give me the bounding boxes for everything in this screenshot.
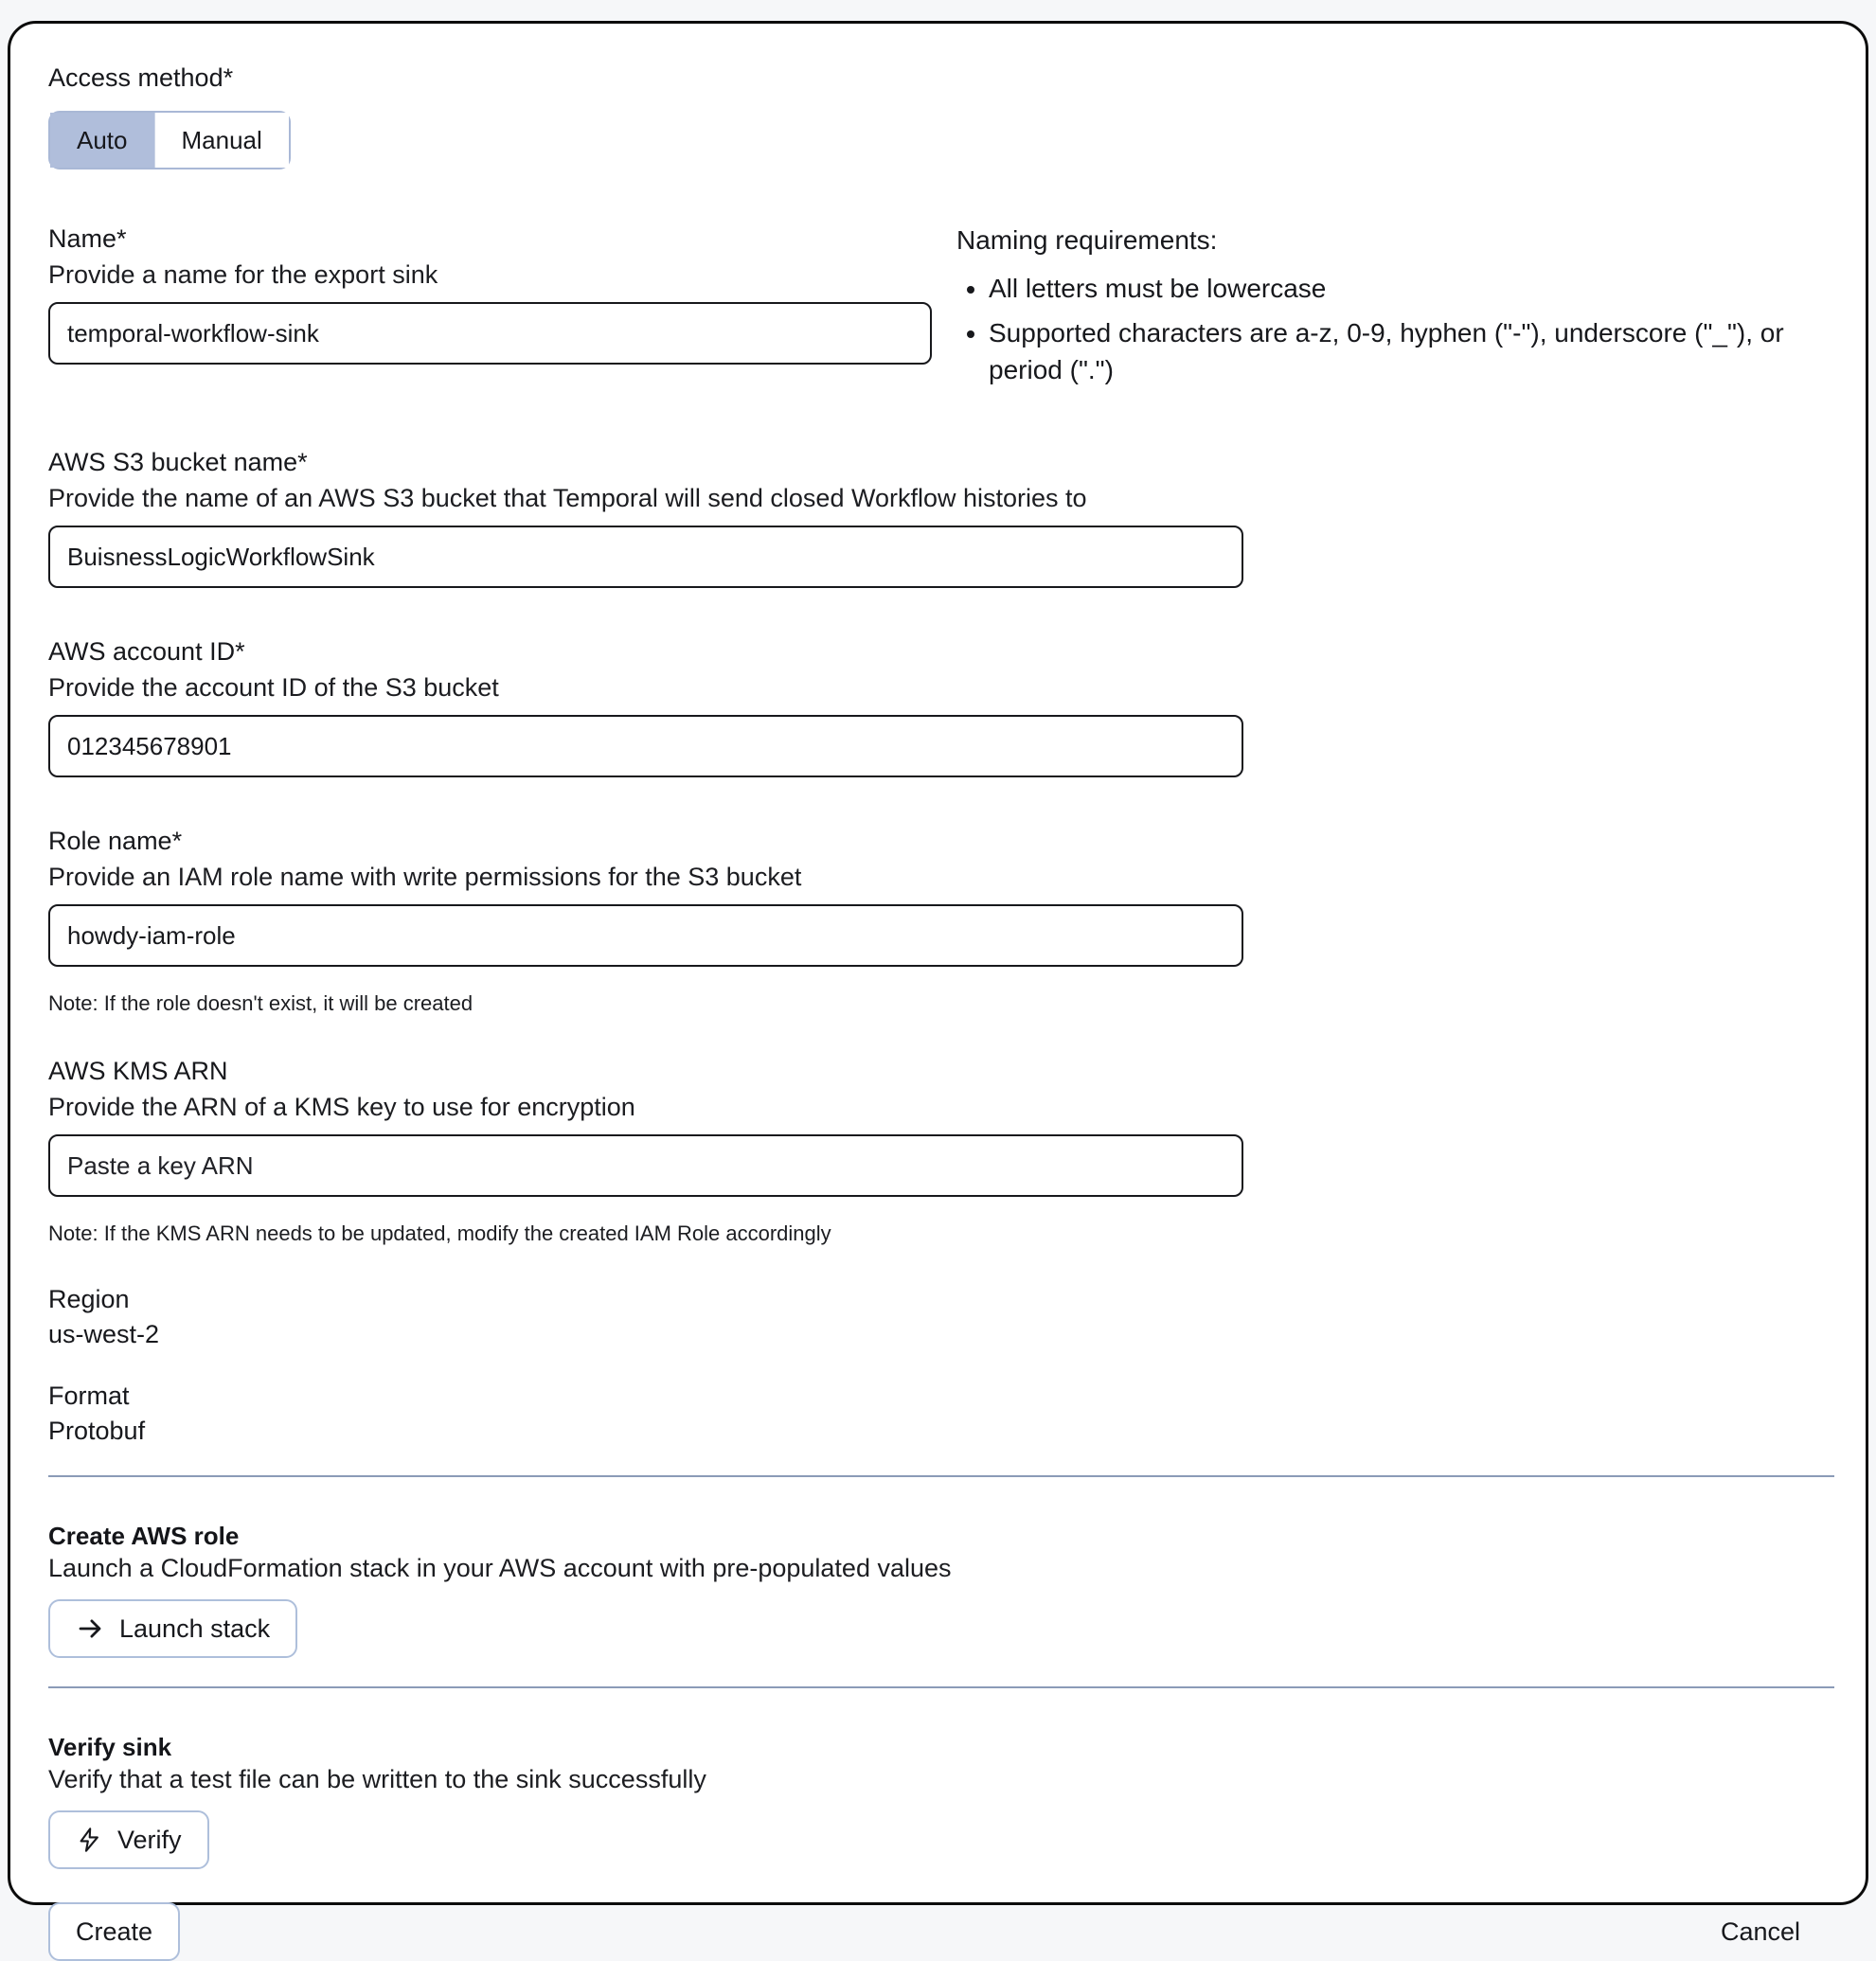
format-label: Format xyxy=(48,1382,130,1410)
form-footer xyxy=(48,1902,1834,1961)
create-aws-role-title: Create AWS role xyxy=(48,1522,240,1550)
naming-requirement-item: • All letters must be lowercase xyxy=(989,270,1834,307)
kms-arn-note: Note: If the KMS ARN needs to be updated, modify the created IAM Role accordingly xyxy=(48,1221,831,1245)
role-name-input[interactable] xyxy=(48,904,1243,967)
bucket-description: Provide the name of an AWS S3 bucket that Temporal will send closed Workflow histories to xyxy=(48,484,1087,512)
format-value: Protobuf xyxy=(48,1417,146,1445)
kms-arn-label: AWS KMS ARN xyxy=(48,1057,228,1085)
naming-requirements-title: Naming requirements: xyxy=(956,225,1218,255)
access-method-option-manual[interactable]: Manual xyxy=(154,113,289,168)
region-readonly xyxy=(48,1283,1834,1350)
naming-requirements-list xyxy=(956,270,1834,388)
launch-stack-button-label: Launch stack xyxy=(119,1613,271,1643)
cancel-button[interactable]: Cancel xyxy=(1720,1916,1800,1946)
verify-button-label: Verify xyxy=(117,1825,182,1854)
naming-requirements xyxy=(956,223,1834,396)
role-name-label: Role name* xyxy=(48,827,183,855)
role-name-field xyxy=(48,825,1834,1016)
verify-sink-title: Verify sink xyxy=(48,1733,172,1761)
account-id-input[interactable] xyxy=(48,715,1243,777)
name-input[interactable] xyxy=(48,302,932,365)
access-method-toggle xyxy=(48,111,291,169)
name-description: Provide a name for the export sink xyxy=(48,260,438,289)
naming-requirement-item: • Supported characters are a-z, 0-9, hyphen ("-"), underscore ("_"), or period (".") xyxy=(989,314,1834,388)
name-and-requirements-row xyxy=(48,223,1834,396)
kms-arn-field xyxy=(48,1055,1834,1246)
launch-stack-button[interactable] xyxy=(48,1599,297,1658)
role-name-note: Note: If the role doesn't exist, it will be created xyxy=(48,991,473,1015)
access-method-option-auto[interactable]: Auto xyxy=(50,113,154,168)
section-divider xyxy=(48,1686,1834,1688)
region-value: us-west-2 xyxy=(48,1320,160,1348)
kms-arn-input[interactable] xyxy=(48,1134,1243,1197)
access-method-label: Access method* xyxy=(48,63,234,92)
zap-icon xyxy=(76,1827,102,1853)
name-field xyxy=(48,223,932,365)
account-id-field xyxy=(48,635,1834,777)
arrow-right-icon xyxy=(76,1614,104,1643)
region-label: Region xyxy=(48,1285,130,1313)
section-divider xyxy=(48,1475,1834,1477)
format-readonly xyxy=(48,1380,1834,1447)
role-name-description: Provide an IAM role name with write permissions for the S3 bucket xyxy=(48,863,802,891)
verify-sink-section xyxy=(48,1731,1834,1902)
create-aws-role-section xyxy=(48,1520,1834,1686)
name-label: Name* xyxy=(48,224,127,253)
verify-button[interactable] xyxy=(48,1810,209,1869)
bucket-input[interactable] xyxy=(48,526,1243,588)
bucket-field xyxy=(48,446,1834,588)
account-id-description: Provide the account ID of the S3 bucket xyxy=(48,673,499,702)
kms-arn-description: Provide the ARN of a KMS key to use for encryption xyxy=(48,1093,635,1121)
export-sink-form-card xyxy=(8,21,1868,1946)
create-button[interactable]: Create xyxy=(48,1902,180,1961)
create-aws-role-description: Launch a CloudFormation stack in your AWS account with pre-populated values xyxy=(48,1554,952,1582)
account-id-label: AWS account ID* xyxy=(48,637,245,666)
bucket-label: AWS S3 bucket name* xyxy=(48,448,308,476)
verify-sink-description: Verify that a test file can be written to the sink successfully xyxy=(48,1765,706,1793)
